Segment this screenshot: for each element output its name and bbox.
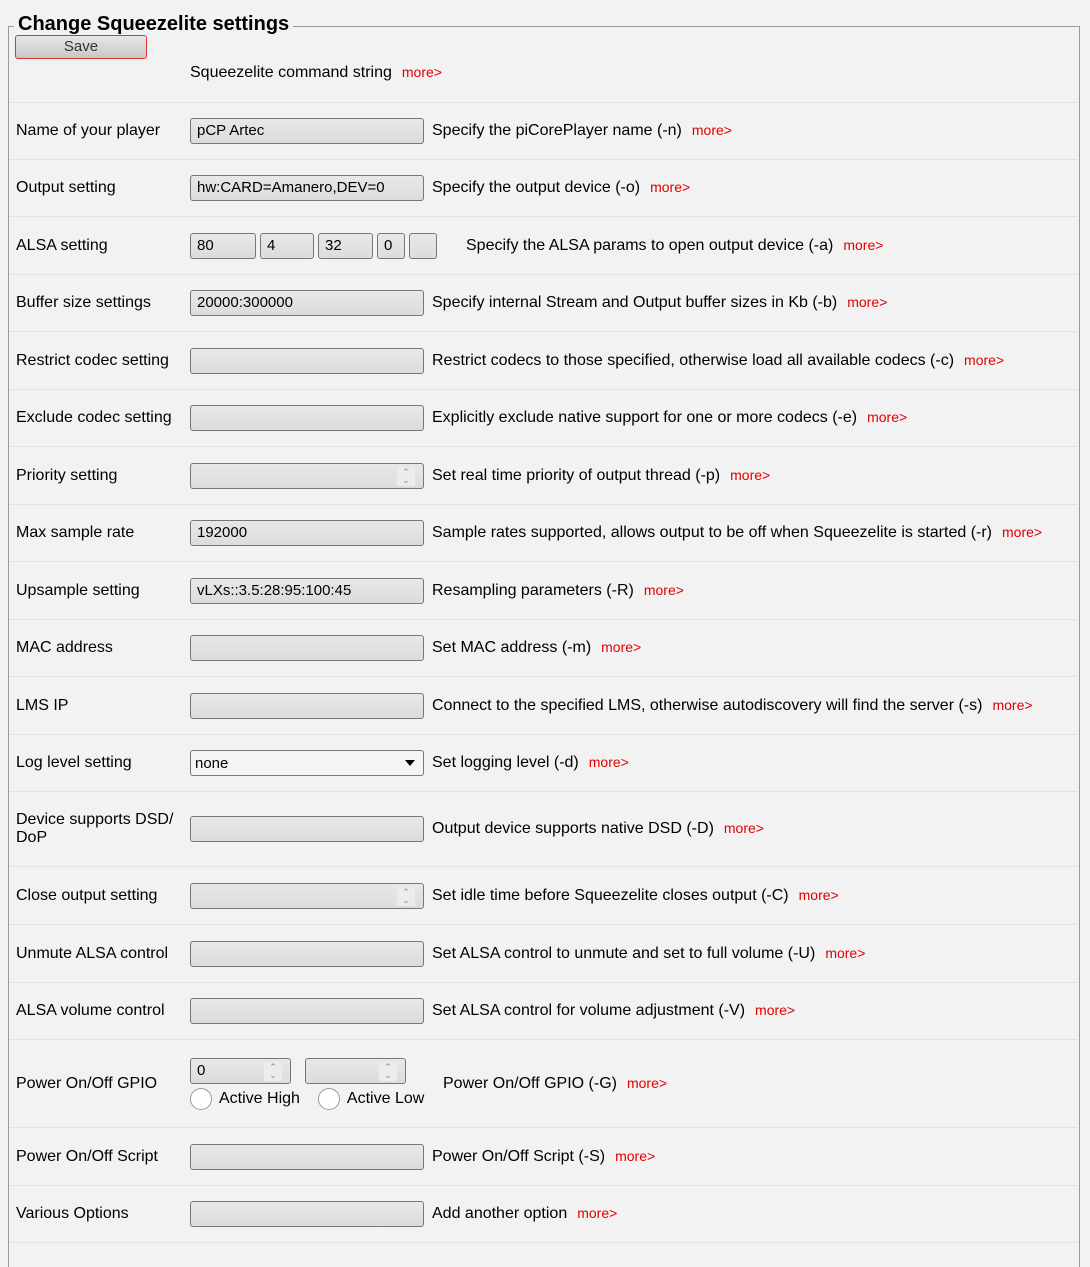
setting-row-exclude-codec-setting	[9, 390, 1077, 447]
setting-control	[190, 941, 424, 967]
more-link[interactable]: more>	[691, 121, 732, 138]
spinner-icon[interactable]: ⌃ ⌄	[397, 887, 415, 906]
alsa-param-input[interactable]	[260, 233, 314, 259]
setting-description	[432, 820, 764, 838]
description-text: Output device supports native DSD (-D)	[432, 820, 714, 837]
setting-control	[190, 635, 424, 661]
page-title: Change Squeezelite settings	[14, 13, 293, 36]
setting-control	[190, 520, 424, 546]
setting-label: Output setting	[16, 179, 116, 196]
description-text: Power On/Off Script (-S)	[432, 1147, 606, 1165]
setting-control	[190, 348, 424, 374]
more-link[interactable]: more>	[1002, 524, 1043, 540]
output-setting-input[interactable]	[190, 175, 424, 201]
setting-row-upsample-setting	[9, 562, 1077, 620]
setting-control	[190, 1058, 442, 1110]
setting-label: Log level setting	[16, 754, 132, 771]
unmute-alsa-control-input[interactable]	[190, 941, 424, 967]
setting-label: ALSA setting	[16, 236, 108, 254]
setting-description	[466, 237, 883, 255]
setting-row-output-setting	[9, 160, 1077, 217]
gpio-input[interactable]	[190, 1058, 291, 1084]
more-link[interactable]: more>	[867, 409, 908, 425]
radio-active-low[interactable]	[318, 1090, 424, 1107]
spinner-icon[interactable]: ⌃ ⌄	[379, 1062, 397, 1081]
setting-description	[432, 524, 1042, 542]
setting-control	[190, 1201, 424, 1227]
input-value: 0	[197, 1062, 206, 1079]
setting-description	[443, 1075, 667, 1093]
name-of-your-player-input[interactable]	[190, 118, 424, 144]
setting-description	[432, 409, 907, 427]
alsa-param-input[interactable]	[318, 233, 373, 259]
setting-row-mac-address	[9, 620, 1077, 677]
setting-description	[432, 887, 839, 905]
more-link[interactable]: more>	[847, 294, 888, 310]
more-link[interactable]: more>	[755, 1002, 796, 1018]
setting-description	[432, 639, 641, 657]
setting-control	[190, 693, 424, 719]
setting-label: Device supports DSD/ DoP	[16, 811, 174, 846]
radio-label: Active Low	[346, 1090, 425, 1108]
setting-control	[190, 463, 424, 489]
setting-row-alsa-setting	[9, 217, 1077, 275]
input-value: vLXs::3.5:28:95:100:45	[197, 581, 352, 599]
description-text: Specify internal Stream and Output buffer sizes in Kb (-b)	[432, 294, 838, 311]
setting-control	[190, 998, 424, 1024]
input-value: 4	[267, 236, 276, 254]
setting-label: Restrict codec setting	[16, 351, 169, 369]
alsa-param-input[interactable]	[409, 233, 437, 259]
setting-description	[432, 352, 1004, 370]
setting-label: Unmute ALSA control	[16, 944, 169, 962]
various-options-input[interactable]	[190, 1201, 424, 1227]
setting-description	[432, 179, 690, 197]
setting-label: Name of your player	[16, 121, 161, 139]
setting-row-max-sample-rate	[9, 505, 1077, 562]
setting-row-close-output-setting	[9, 867, 1077, 925]
setting-label: Buffer size settings	[16, 294, 151, 311]
buffer-size-settings-input[interactable]	[190, 290, 424, 316]
more-link[interactable]: more>	[626, 1074, 668, 1091]
priority-setting-input[interactable]	[190, 463, 424, 489]
setting-row-priority-setting	[9, 447, 1077, 505]
chevron-down-icon[interactable]	[405, 760, 415, 766]
setting-row-alsa-volume-control	[9, 983, 1077, 1040]
setting-row-various-options	[9, 1186, 1077, 1243]
setting-row-restrict-codec-setting	[9, 332, 1077, 390]
more-link[interactable]: more>	[615, 1147, 656, 1164]
setting-label: LMS IP	[16, 696, 69, 714]
input-value: 80	[197, 236, 214, 254]
restrict-codec-setting-input[interactable]	[190, 348, 424, 374]
description-text: Set ALSA control to unmute and set to full volume (-U)	[432, 944, 816, 962]
description-text: Restrict codecs to those specified, otherwise load all available codecs (-c)	[432, 351, 955, 369]
setting-label: Priority setting	[16, 466, 118, 484]
description-text: Specify the ALSA params to open output device (-a)	[466, 236, 834, 254]
more-link[interactable]: more>	[825, 944, 866, 961]
setting-description	[432, 1205, 617, 1223]
max-sample-rate-input[interactable]	[190, 520, 424, 546]
alsa-param-input[interactable]	[190, 233, 256, 259]
input-value: none	[195, 755, 229, 772]
save-button[interactable]: Save	[15, 35, 147, 59]
spinner-icon[interactable]: ⌃ ⌄	[397, 467, 415, 486]
setting-description	[432, 697, 1033, 715]
more-link[interactable]: more>	[843, 236, 884, 253]
input-value: hw:CARD=Amanero,DEV=0	[197, 179, 385, 196]
alsa-volume-control-input[interactable]	[190, 998, 424, 1024]
radio-label: Active High	[219, 1090, 300, 1108]
setting-label: Upsample setting	[16, 581, 140, 599]
more-link[interactable]: more>	[401, 64, 442, 80]
upsample-setting-input[interactable]	[190, 578, 424, 604]
setting-control	[190, 578, 424, 604]
setting-label: MAC address	[16, 639, 113, 656]
setting-control	[190, 290, 424, 316]
input-value: 32	[325, 236, 342, 254]
setting-row-power-on-off-script	[9, 1128, 1077, 1186]
setting-control	[190, 883, 424, 909]
setting-description	[432, 294, 887, 312]
alsa-param-input[interactable]	[377, 233, 405, 259]
gpio-input[interactable]	[305, 1058, 406, 1084]
setting-label: Exclude codec setting	[16, 409, 172, 426]
setting-row-lms-ip	[9, 677, 1077, 735]
setting-row-name-of-your-player	[9, 102, 1077, 160]
radio-button[interactable]	[318, 1088, 340, 1110]
more-link[interactable]: more>	[650, 179, 691, 195]
description-text: Set logging level (-d)	[432, 754, 579, 771]
input-value: 20000:300000	[197, 294, 293, 311]
setting-label: Power On/Off Script	[16, 1147, 158, 1165]
description-text: Add another option	[432, 1205, 568, 1222]
setting-description	[432, 754, 629, 772]
description-text: Set idle time before Squeezelite closes output (-C)	[432, 886, 789, 904]
setting-row-power-on-off-gpio	[9, 1040, 1077, 1128]
description-text: Power On/Off GPIO (-G)	[443, 1074, 617, 1092]
exclude-codec-setting-input[interactable]	[190, 405, 424, 431]
setting-control	[190, 1144, 424, 1170]
setting-row-buffer-size-settings	[9, 275, 1077, 332]
spinner-icon[interactable]: ⌃ ⌄	[264, 1062, 282, 1081]
setting-control	[190, 175, 424, 201]
description-text: Resampling parameters (-R)	[432, 581, 634, 599]
more-link[interactable]: more>	[798, 886, 839, 903]
setting-row-log-level-setting	[9, 735, 1077, 792]
setting-label: Close output setting	[16, 886, 158, 904]
log-level-setting-select[interactable]	[190, 750, 424, 776]
device-supports-dsd-dop-input[interactable]	[190, 816, 424, 842]
setting-control	[190, 233, 441, 259]
close-output-setting-input[interactable]	[190, 883, 424, 909]
setting-label: Max sample rate	[16, 524, 135, 541]
description-text: Set MAC address (-m)	[432, 639, 592, 656]
setting-row-unmute-alsa-control	[9, 925, 1077, 983]
description-text: Sample rates supported, allows output to be off when Squeezelite is started (-r)	[432, 524, 993, 541]
more-link[interactable]: more>	[730, 466, 771, 483]
description-text: Explicitly exclude native support for one or more codecs (-e)	[432, 409, 858, 426]
mac-address-input[interactable]	[190, 635, 424, 661]
input-value: 0	[384, 236, 393, 254]
more-link[interactable]: more>	[964, 351, 1005, 368]
setting-control	[190, 816, 424, 842]
input-value: 192000	[197, 524, 248, 541]
more-link[interactable]: more>	[588, 754, 629, 770]
setting-label: Power On/Off GPIO	[16, 1074, 158, 1092]
setting-description	[432, 582, 684, 600]
more-link[interactable]: more>	[723, 820, 764, 836]
description-text: Connect to the specified LMS, otherwise autodiscovery will find the server (-s)	[432, 696, 983, 714]
description-text: Set ALSA control for volume adjustment (-V)	[432, 1002, 746, 1019]
setting-control	[190, 405, 424, 431]
more-link[interactable]: more>	[992, 696, 1033, 713]
command-string-label: Squeezelite command string	[190, 64, 392, 81]
description-text: Set real time priority of output thread (-p)	[432, 466, 721, 484]
setting-row-device-supports-dsd-dop	[9, 792, 1077, 867]
setting-description	[432, 945, 865, 963]
radio-active-high[interactable]	[190, 1090, 300, 1107]
more-link[interactable]: more>	[643, 581, 684, 598]
setting-control	[190, 750, 424, 776]
description-text: Specify the output device (-o)	[432, 179, 641, 196]
command-string-text	[190, 64, 442, 82]
setting-label: Various Options	[16, 1205, 129, 1222]
gpio-radio-group	[190, 1088, 442, 1110]
input-value: pCP Artec	[197, 121, 265, 139]
setting-description	[432, 1148, 655, 1166]
setting-description	[432, 1002, 795, 1020]
setting-description	[432, 467, 770, 485]
power-on-off-script-input[interactable]	[190, 1144, 424, 1170]
more-link[interactable]: more>	[601, 639, 642, 655]
more-link[interactable]: more>	[577, 1205, 618, 1221]
setting-control	[190, 118, 424, 144]
setting-description	[432, 122, 732, 140]
lms-ip-input[interactable]	[190, 693, 424, 719]
command-string-row	[9, 0, 1077, 103]
setting-label: ALSA volume control	[16, 1002, 165, 1019]
radio-button[interactable]	[190, 1088, 212, 1110]
description-text: Specify the piCorePlayer name (-n)	[432, 121, 682, 139]
